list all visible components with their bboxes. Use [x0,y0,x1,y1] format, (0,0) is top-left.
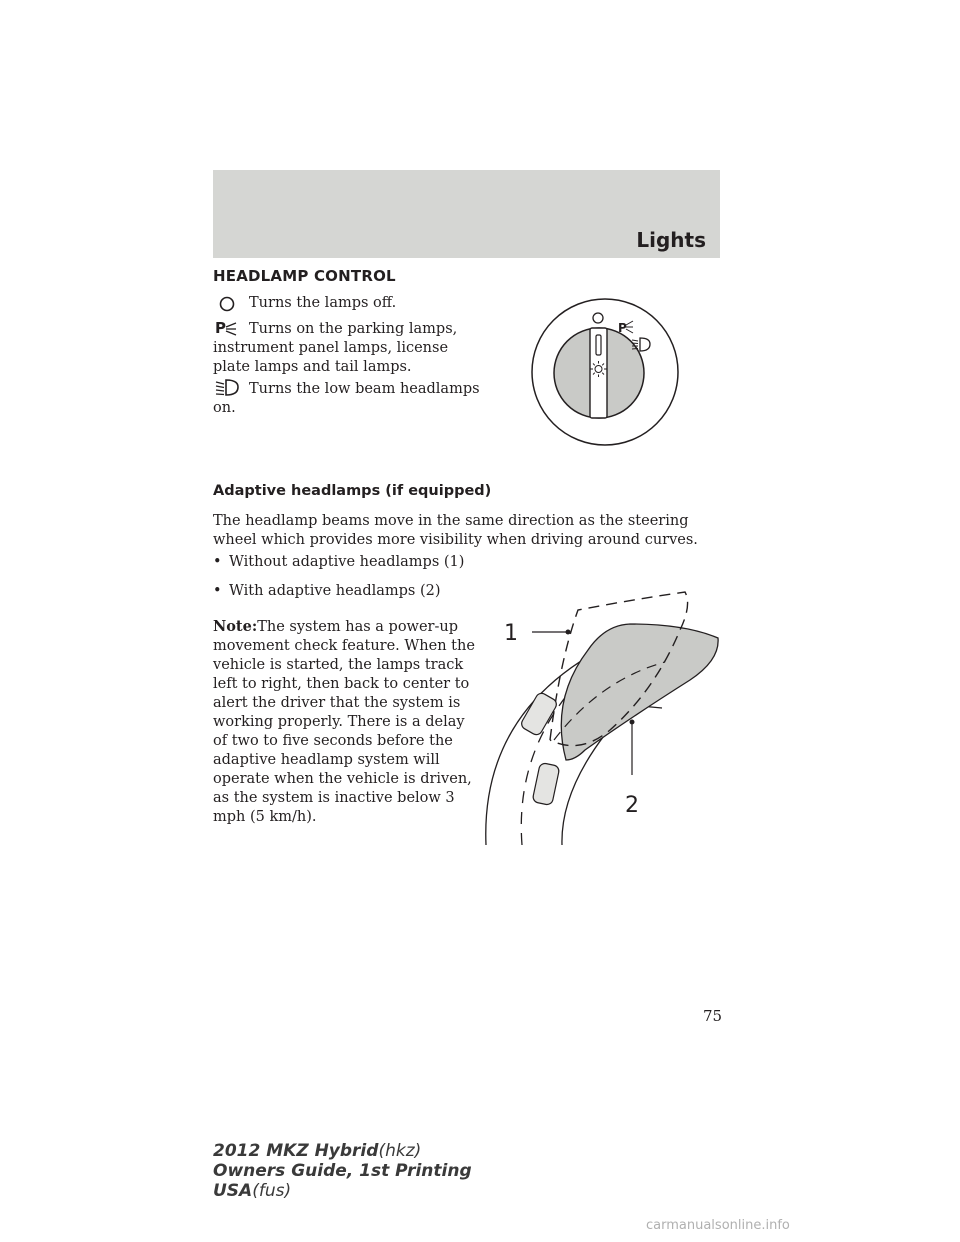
note-label: Note: [213,618,258,635]
watermark: carmanualsonline.info [646,1218,790,1233]
callout-1-dot [566,630,571,635]
bullet-without-adaptive: • Without adaptive headlamps (1) [213,554,465,570]
callout-1-label: 1 [504,621,518,646]
parking-lamp-icon [214,318,238,336]
headlamp-control-dial-illustration [530,297,680,447]
adaptive-intro: The headlamp beams move in the same direction as the steering wheel which provides more visibility when driving around curves. [213,513,698,548]
svg-text:P: P [215,319,226,336]
section-header-band [213,170,720,258]
note-text: The system has a power-up movement check feature. When the vehicle is started, the lamps track left to right, then back to center to alert the driver that the system is working properly. There is a delay of two to five seconds before the adaptive headlamp system will operate when the vehicle is driven, as the system is inactive below 3 mph (5 km/h). [213,619,475,825]
parking-description-rest: instrument panel lamps, license plate lamps and tail lamps. [213,340,449,375]
adaptive-headlamps-diagram [480,590,725,850]
adaptive-note [213,617,475,827]
low-beam-description-rest: on. [213,400,236,416]
parking-description-line1: Turns on the parking lamps, [249,321,458,337]
callout-2-dot [630,720,635,725]
adaptive-beam-pattern [561,624,718,760]
headlamp-control-heading: HEADLAMP CONTROL [213,267,396,285]
page-number: 75 [703,1007,723,1025]
adaptive-headlamps-heading: Adaptive headlamps (if equipped) [213,483,492,499]
car-upper [519,691,558,737]
low-beam-icon [214,378,240,396]
car-lower [532,762,560,805]
dial-parking-rays [626,321,633,333]
dial-off-circle-icon [593,313,603,323]
callout-2-label: 2 [625,793,639,818]
footer-print-info: 2012 MKZ Hybrid(hkz) Owners Guide, 1st Printing USA(fus) [213,1141,472,1201]
off-circle-icon [219,296,235,312]
dial-parking-label: P [618,321,627,335]
section-title: Lights [636,228,706,252]
bullet-with-adaptive: • With adaptive headlamps (2) [213,583,441,599]
off-description: Turns the lamps off. [249,295,397,311]
low-beam-description-line1: Turns the low beam headlamps [249,381,480,397]
